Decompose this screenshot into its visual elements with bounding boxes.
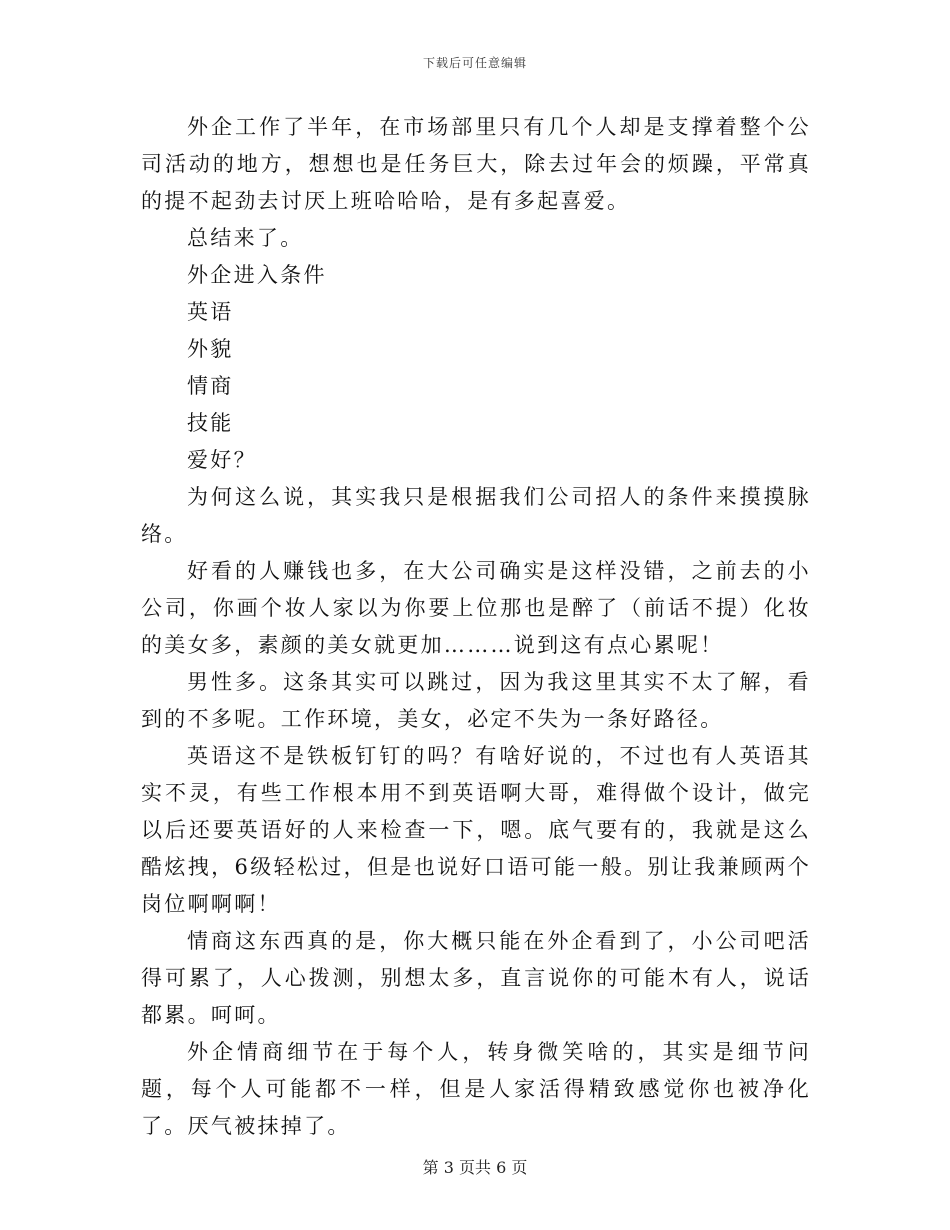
- paragraph: 为何这么说，其实我只是根据我们公司招人的条件来摸摸脉络。: [141, 485, 811, 546]
- paragraph: 情商: [187, 374, 234, 398]
- paragraph: 总结来了。: [187, 226, 304, 250]
- paragraph: 爱好？: [187, 448, 257, 472]
- paragraph: 外企情商细节在于每个人，转身微笑啥的，其实是细节问题，每个人可能都不一样，但是人家活得精致感觉你也被净化了。厌气被抹掉了。: [141, 1040, 811, 1138]
- paragraph: 外企工作了半年，在市场部里只有几个人却是支撑着整个公司活动的地方，想想也是任务巨大，除去过年会的烦躁，平常真的提不起劲去讨厌上班哈哈哈，是有多起喜爱。: [141, 115, 811, 213]
- page-number-footer: 第 3 页共 6 页: [422, 1158, 528, 1177]
- paragraph: 英语这不是铁板钉钉的吗？有啥好说的，不过也有人英语其实不灵，有些工作根本用不到英语啊大哥，难得做个设计，做完以后还要英语好的人来检查一下，嗯。底气要有的，我就是这么酷炫拽，6级轻松过，但是也说好口语可能一般。别让我兼顾两个岗位啊啊啊！: [141, 744, 811, 916]
- paragraph: 好看的人赚钱也多，在大公司确实是这样没错，之前去的小公司，你画个妆人家以为你要上位那也是醉了（前话不提）化妆的美女多，素颜的美女就更加………说到这有点心累呢！: [141, 559, 811, 657]
- paragraph: 外貌: [187, 337, 234, 361]
- paragraph: 男性多。这条其实可以跳过，因为我这里其实不太了解，看到的不多呢。工作环境，美女，必定不失为一条好路径。: [141, 670, 811, 731]
- paragraph: 情商这东西真的是，你大概只能在外企看到了，小公司吧活得可累了，人心拨测，别想太多，直言说你的可能木有人，说话都累。呵呵。: [141, 929, 811, 1027]
- paragraph: 外企进入条件: [187, 263, 327, 287]
- document-body: [141, 109, 811, 1145]
- paragraph: 技能: [187, 411, 234, 435]
- paragraph: 英语: [187, 300, 234, 324]
- page-header: 下载后可任意编辑: [422, 56, 527, 70]
